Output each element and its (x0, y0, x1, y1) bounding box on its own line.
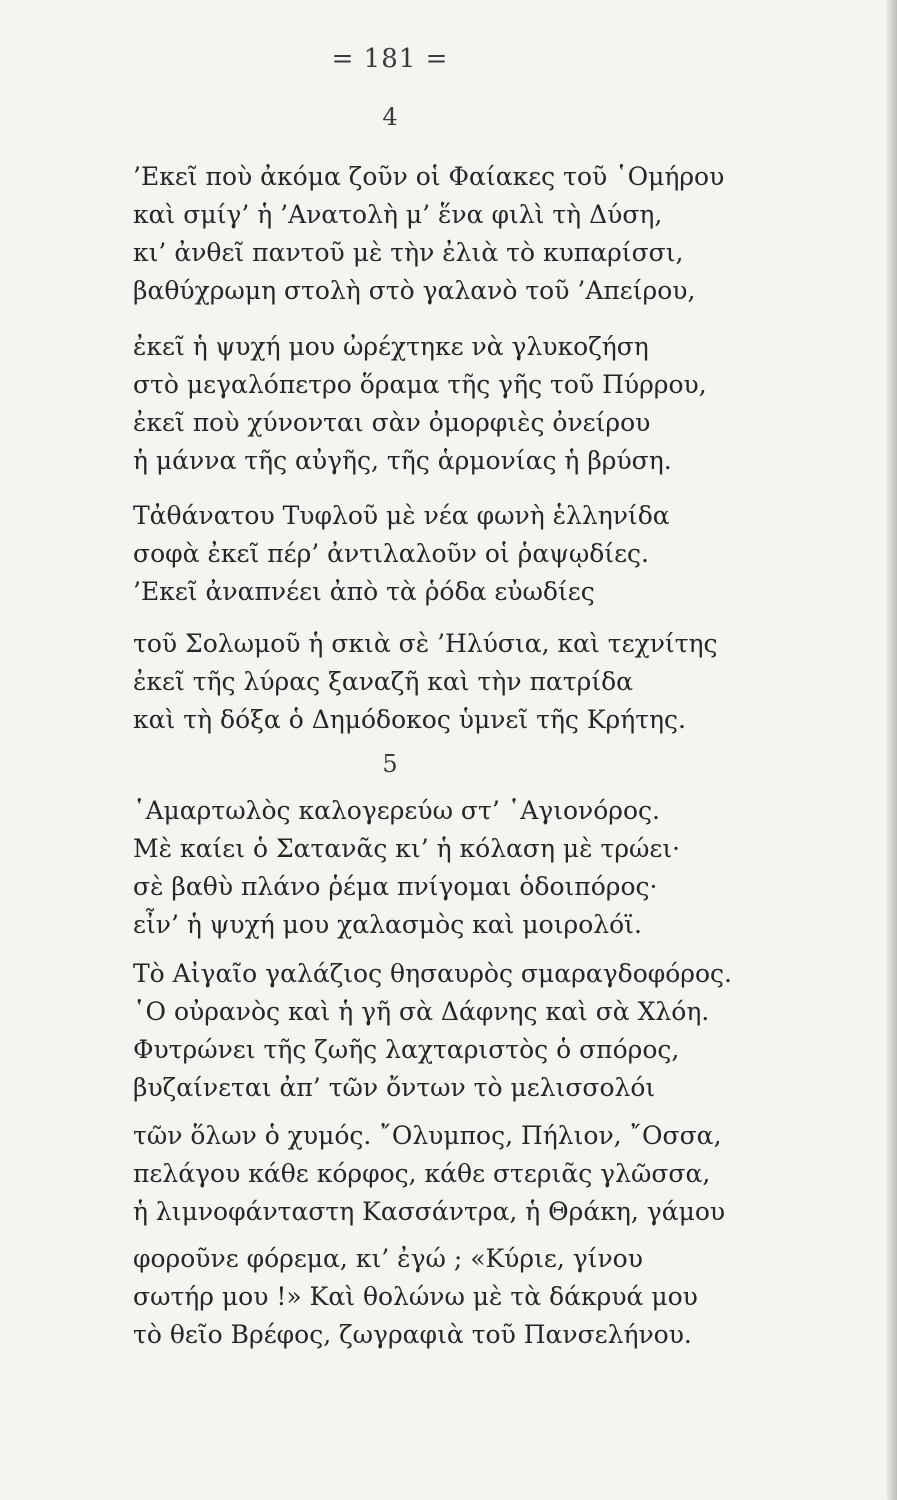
verse-line: πελάγου κάθε κόρφος, κάθε στεριᾶς γλῶσσα, (133, 1159, 711, 1188)
stanza (133, 1117, 726, 1231)
verse-line: κι’ ἀνθεῖ παντοῦ μὲ τὴν ἐλιὰ τὸ κυπαρίσσι, (133, 238, 684, 267)
verse-line: ῾Αμαρτωλὸς καλογερεύω στ’ ῾Αγιονόρος. (133, 796, 661, 825)
verse-line: βυζαίνεται ἀπ’ τῶν ὄντων τὸ μελισσολόι (133, 1073, 656, 1102)
verse-line: Τἀθάνατου Τυφλοῦ μὲ νέα φωνὴ ἑλληνίδα (133, 501, 670, 530)
verse-line: τῶν ὅλων ὁ χυμός. ῎Ολυμπος, Πήλιον, ῎Οσσα, (133, 1121, 722, 1150)
verse-line: ἐκεῖ ἡ ψυχή μου ὠρέχτηκε νὰ γλυκοζήση (133, 332, 649, 361)
stanza (133, 625, 718, 739)
verse-line: ῾Ο οὐρανὸς καὶ ἡ γῆ σὰ Δάφνης καὶ σὰ Χλόη. (133, 997, 710, 1026)
page-number: = 181 = (331, 44, 449, 74)
verse-line: εἶν’ ἡ ψυχή μου χαλασμὸς καὶ μοιρολόϊ. (133, 910, 642, 939)
verse-line: βαθύχρωμη στολὴ στὸ γαλανὸ τοῦ ’Απείρου, (133, 276, 696, 305)
verse-line: Τὸ Αἰγαῖο γαλάζιος θησαυρὸς σμαραγδοφόρος. (133, 959, 732, 988)
verse-line: καὶ σμίγ’ ἡ ’Ανατολὴ μ’ ἕνα φιλὶ τὴ Δύση, (133, 200, 663, 229)
verse-line: σωτήρ μου !» Καὶ θολώνω μὲ τὰ δάκρυά μου (133, 1282, 698, 1311)
verse-line: ἡ μάννα τῆς αὐγῆς, τῆς ἁρμονίας ἡ βρύση. (133, 446, 672, 475)
stanza (133, 328, 707, 480)
verse-line: Μὲ καίει ὁ Σατανᾶς κι’ ἡ κόλαση μὲ τρώει· (133, 834, 681, 863)
verse-line: ἐκεῖ ποὺ χύνονται σὰν ὀμορφιὲς ὀνείρου (133, 408, 651, 437)
verse-line: τὸ θεῖο Βρέφος, ζωγραφιὰ τοῦ Πανσελήνου. (133, 1320, 692, 1349)
stanza (133, 1240, 698, 1354)
verse-line: φοροῦνε φόρεμα, κι’ ἐγώ ; «Κύριε, γίνου (133, 1244, 643, 1273)
verse-line: ἡ λιμνοφάνταστη Κασσάντρα, ἡ Θράκη, γάμου (133, 1197, 726, 1226)
verse-line: καὶ τὴ δόξα ὁ Δημόδοκος ὑμνεῖ τῆς Κρήτης. (133, 705, 686, 734)
verse-line: Φυτρώνει τῆς ζωῆς λαχταριστὸς ὁ σπόρος, (133, 1035, 680, 1064)
stanza (133, 158, 725, 310)
verse-line: ἐκεῖ τῆς λύρας ξαναζῆ καὶ τὴν πατρίδα (133, 667, 634, 696)
page-edge (887, 0, 897, 1500)
section-number-5: 5 (382, 750, 398, 778)
verse-line: τοῦ Σολωμοῦ ἡ σκιὰ σὲ ’Ηλύσια, καὶ τεχνίτης (133, 629, 718, 658)
stanza (133, 955, 732, 1107)
stanza (133, 792, 693, 944)
verse-line: στὸ μεγαλόπετρο ὅραμα τῆς γῆς τοῦ Πύρρου, (133, 370, 707, 399)
verse-line: ’Εκεῖ ἀναπνέει ἀπὸ τὰ ῥόδα εὐωδίες (133, 577, 595, 606)
verse-line: σὲ βαθὺ πλάνο ῥέμα πνίγομαι ὁδοιπόρος· (133, 872, 658, 901)
verse-line: σοφὰ ἐκεῖ πέρ’ ἀντιλαλοῦν οἱ ῥαψῳδίες. (133, 539, 649, 568)
verse-line: ’Εκεῖ ποὺ ἀκόμα ζοῦν οἱ Φαίακες τοῦ ῾Ομήρου (133, 162, 725, 191)
section-number-4: 4 (382, 103, 398, 131)
stanza (133, 497, 693, 611)
